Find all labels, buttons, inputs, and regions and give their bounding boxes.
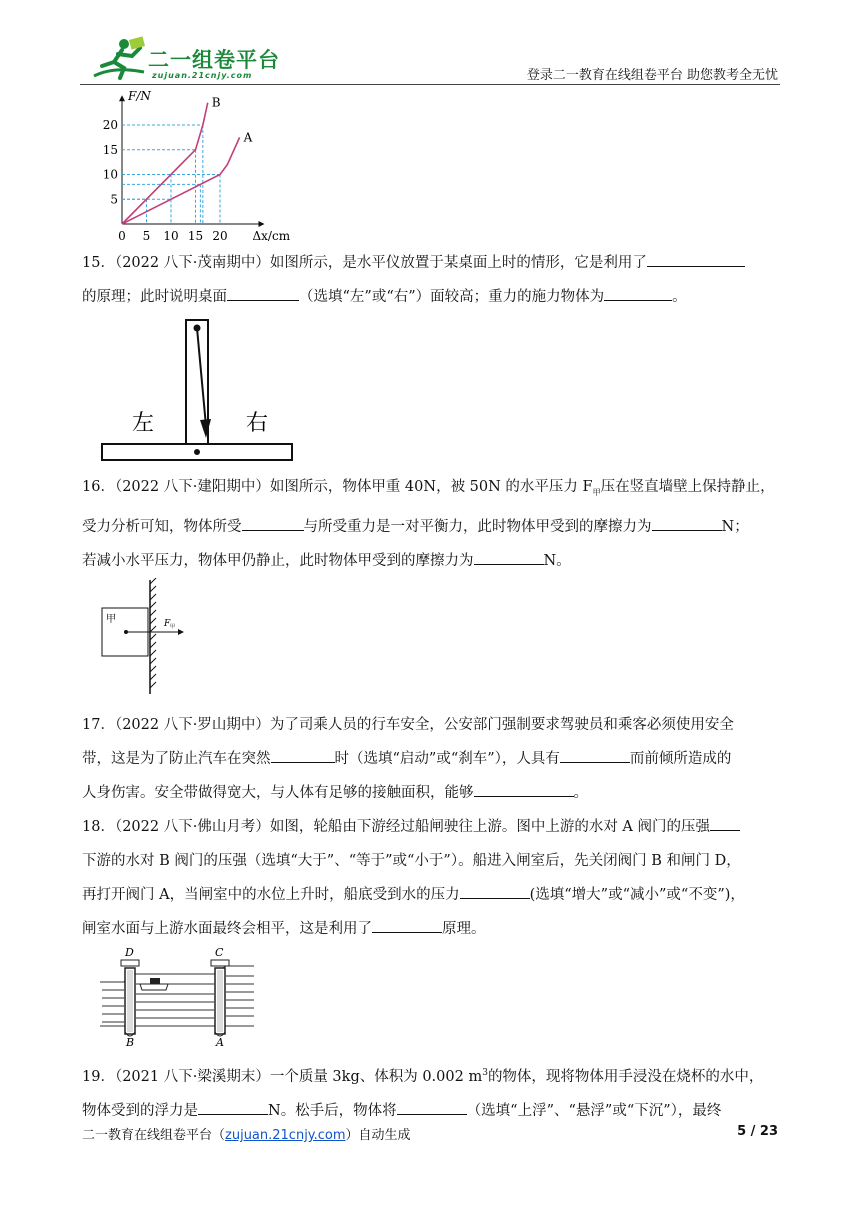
q18-blank-1[interactable] [710,814,740,831]
x-tick-20: 20 [212,229,228,243]
q19-sup: 3 [482,1068,488,1078]
force-label-sub: 甲 [170,624,176,630]
q19-text-4: （选填“上浮”、“悬浮”或“下沉”），最终 [466,1102,722,1119]
x-axis-arrow [259,221,265,227]
x-axis-label: Δx/cm [252,229,291,243]
q16-text-1b: 压在竖直墙壁上保持静止， [600,479,775,495]
q16-text-6: N。 [543,552,571,569]
lock-label-D: D [125,946,134,959]
q18-blank-3[interactable] [372,916,442,933]
q18-text-4: (选填“增大”或“减小”或“不变”)， [529,887,745,903]
force-extension-chart [96,86,336,246]
lock-label-B: B [126,1036,135,1048]
q17-blank-1[interactable] [271,746,335,763]
y-tick-20: 20 [102,118,118,132]
logo-subtext: zujuan.21cnjy.com [152,71,253,80]
series-label-B: B [211,95,221,110]
y-axis-label: F/N [128,89,151,103]
y-tick-10: 10 [102,167,118,182]
q19-text-1: 19．（2021 八下·梁溪期末）一个质量 3kg、体积为 0.002 m [82,1068,483,1085]
lock-label-A: A [216,1036,224,1048]
x-tick-10: 10 [163,229,179,243]
q17-text-3: 时（选填“启动”或“刹车”），人具有 [334,751,560,767]
q16-blank-1[interactable] [242,514,304,531]
q17-text-4: 而前倾所造成的 [629,751,732,767]
q18-text-3: 再打开阀门 A，当闸室中的水位上升时，船底受到水的压力 [82,887,460,903]
q17-text-2: 带，这是为了防止汽车在突然 [82,751,271,767]
q15-text-1: 15．（2022 八下·茂南期中）如图所示，是水平仪放置于某桌面上时的情形，它是利用了 [82,255,647,271]
level-instrument-figure [96,316,296,466]
q16-sub: 甲 [592,487,601,497]
block-label: 甲 [106,614,116,625]
footer-suffix: ）自动生成 [345,1128,411,1143]
q18-text-5: 闸室水面与上游水面最终会相平，这是利用了 [82,921,372,937]
header-slogan: 登录二一教育在线组卷平台 助您教考全无忧 [526,68,778,83]
series-label-A: A [243,130,253,145]
q16-text-2: 受力分析可知，物体所受 [82,518,242,535]
ship-lock-figure [96,944,262,1048]
q18-blank-2[interactable] [460,882,530,899]
page-number: 5 / 23 [737,1124,778,1139]
q17-text-5: 人身伤害。安全带做得宽大，与人体有足够的接触面积，能够 [82,785,474,801]
q18-text-1: 18．（2022 八下·佛山月考）如图，轮船由下游经过船闸驶往上游。图中上游的水对 A 阀门的压强 [82,819,711,835]
q15-blank-2[interactable] [227,284,299,301]
q18-text-6: 原理。 [442,921,486,937]
q16-text-1: 16．（2022 八下·建阳期中）如图所示，物体甲重 40N，被 50N 的水平压力 F [82,479,593,495]
series-line-A [122,137,240,224]
question-19 [82,1056,782,1128]
q17-blank-3[interactable] [474,780,574,797]
y-tick-15: 15 [102,142,118,157]
question-17 [82,708,782,810]
q15-text-4: 。 [672,289,687,305]
q16-text-3: 与所受重力是一对平衡力，此时物体甲受到的摩擦力为 [303,518,652,535]
q17-blank-2[interactable] [560,746,630,763]
q19-blank-2[interactable] [397,1098,467,1115]
q15-text-2: 的原理；此时说明桌面 [82,289,227,305]
wall-block-figure [96,578,196,698]
footer-link[interactable]: zujuan.21cnjy.com [225,1128,346,1143]
q17-text-1: 17．（2022 八下·罗山期中）为了司乘人员的行车安全，公安部门强制要求驾驶员和乘客必须使用安全 [82,717,734,733]
question-18 [82,810,782,946]
q15-blank-1[interactable] [647,250,745,267]
lock-label-C: C [215,946,224,959]
q19-blank-1[interactable] [198,1098,268,1115]
logo-runner-icon [84,36,150,82]
q19-text-2: 物体受到的浮力是 [82,1102,198,1119]
force-label: F [164,619,171,629]
q18-text-2: 下游的水对 B 阀门的压强（选填“大于”、“等于”或“小于”）。船进入闸室后，先关闭阀门 B 和闸门 D， [82,853,741,869]
q19-text-1b: 的物体，现将物体用手浸没在烧杯的水中， [487,1068,764,1085]
q15-blank-3[interactable] [604,284,672,301]
q19-text-3: N。松手后，物体将 [268,1102,397,1119]
y-axis-arrow [119,95,125,101]
q17-text-6: 。 [573,785,588,801]
question-16 [82,470,782,578]
x-tick-0: 0 [118,229,126,243]
footer-prefix: 二一教育在线组卷平台（ [82,1128,226,1143]
footer [82,1124,782,1143]
q16-text-5: 若减小水平压力，物体甲仍静止，此时物体甲受到的摩擦力为 [82,552,474,569]
x-tick-5: 5 [142,229,151,243]
logo-text: 二一组卷平台 [148,48,280,72]
series-line-B [122,103,208,224]
y-tick-5: 5 [110,192,118,207]
header-divider [80,84,780,85]
q16-blank-2[interactable] [652,514,722,531]
question-15 [82,246,782,314]
q16-blank-3[interactable] [474,548,544,565]
x-tick-15: 15 [187,229,204,243]
q16-text-4: N； [721,518,749,535]
level-left-label: 左 [132,411,155,436]
q15-text-3: （选填“左”或“右”）面较高；重力的施力物体为 [299,289,605,305]
level-right-label: 右 [246,411,269,436]
